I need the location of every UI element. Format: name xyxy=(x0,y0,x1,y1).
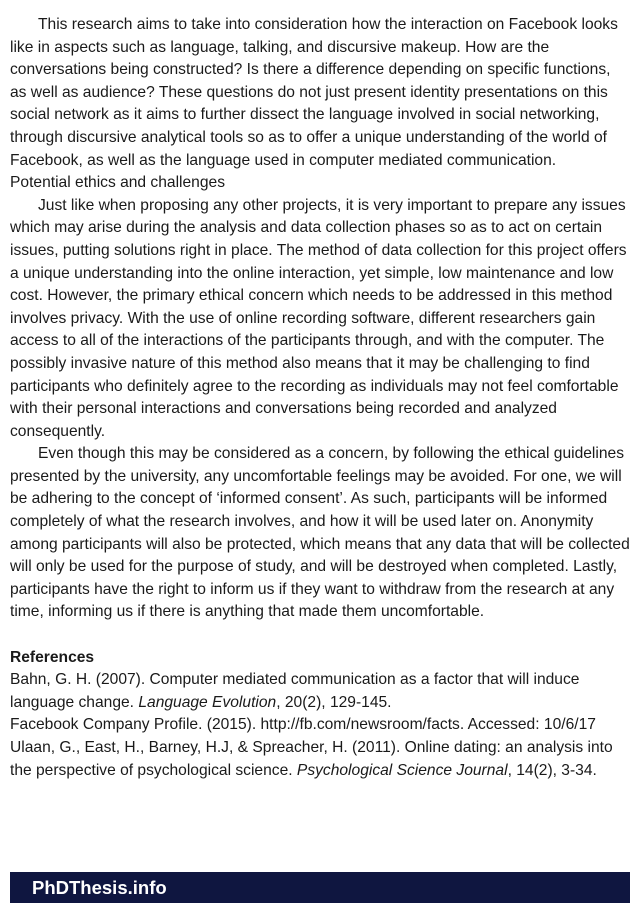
reference-journal: Language Evolution xyxy=(138,693,277,711)
section-heading-ethics: Potential ethics and challenges xyxy=(10,174,225,192)
footer-bar xyxy=(10,872,630,903)
reference-journal: Psychological Science Journal xyxy=(296,761,508,779)
intro-paragraph: This research aims to take into consideration how the interaction on Facebook looks like in aspects such as language, talking, and discursive makeup. How are the conversations being constructed? Is there a difference depending on specific functions, as well as audience? These questions do not just present identity presentations on this social network as it aims to further dissect the language involved in social networking, through discursive analytical tools so as to offer a unique understanding of the world of Facebook, as well as the language used in computer mediated communication. xyxy=(10,16,618,169)
references-heading: References xyxy=(10,648,95,666)
footer-brand[interactable]: PhDThesis.info xyxy=(32,877,167,898)
ethics-paragraph-2: Even though this may be considered as a concern, by following the ethical guidelines presented by the university, any uncomfortable feelings may be avoided. For one, we will be adhering to the concept of ‘informed consent’. As such, participants will be informed completely of what the research involves, and how it will be used later on. Anonymity among participants will also be protected, which means that any data that will be collected will only be used for the purpose of study, and will be destroyed when completed. Lastly, participants have the right to inform us if they want to withdraw from the research at any time, informing us if there is anything that made them uncomfortable. xyxy=(10,445,630,621)
ethics-paragraph-1: Just like when proposing any other projects, it is very important to prepare any issues which may arise during the analysis and data collection phases so as to act on certain issues, putting solutions right in place. The method of data collection for this project offers a unique understanding into the online interaction, yet simple, low maintenance and low cost. However, the primary ethical concern which needs to be addressed in this method involves privacy. With the use of online recording software, different researchers gain access to all of the interactions of the participants through, and with the computer. The possibly invasive nature of this method also means that it may be challenging to find participants who definitely agree to the recording as individuals may not feel comfortable with their personal interactions and conversations being recorded and analyzed consequently. xyxy=(10,196,627,440)
reference-item-3 xyxy=(10,737,630,782)
reference-text: Ulaan, G., East, H., Barney, H.J, & Spreacher, H. (2011). Online dating: an analysis into the perspective of psychological science. xyxy=(10,739,613,779)
spacer xyxy=(10,624,630,647)
reference-text: , 14(2), 3-34. xyxy=(507,761,597,779)
reference-item-1 xyxy=(10,669,630,714)
reference-text: Bahn, G. H. (2007). Computer mediated communication as a factor that will induce language change. xyxy=(10,671,580,711)
reference-item-2 xyxy=(10,714,630,737)
reference-text: Facebook Company Profile. (2015). http://fb.com/newsroom/facts. Accessed: 10/6/17 xyxy=(10,716,596,734)
reference-text: , 20(2), 129-145. xyxy=(276,693,392,711)
document-page xyxy=(10,14,630,782)
